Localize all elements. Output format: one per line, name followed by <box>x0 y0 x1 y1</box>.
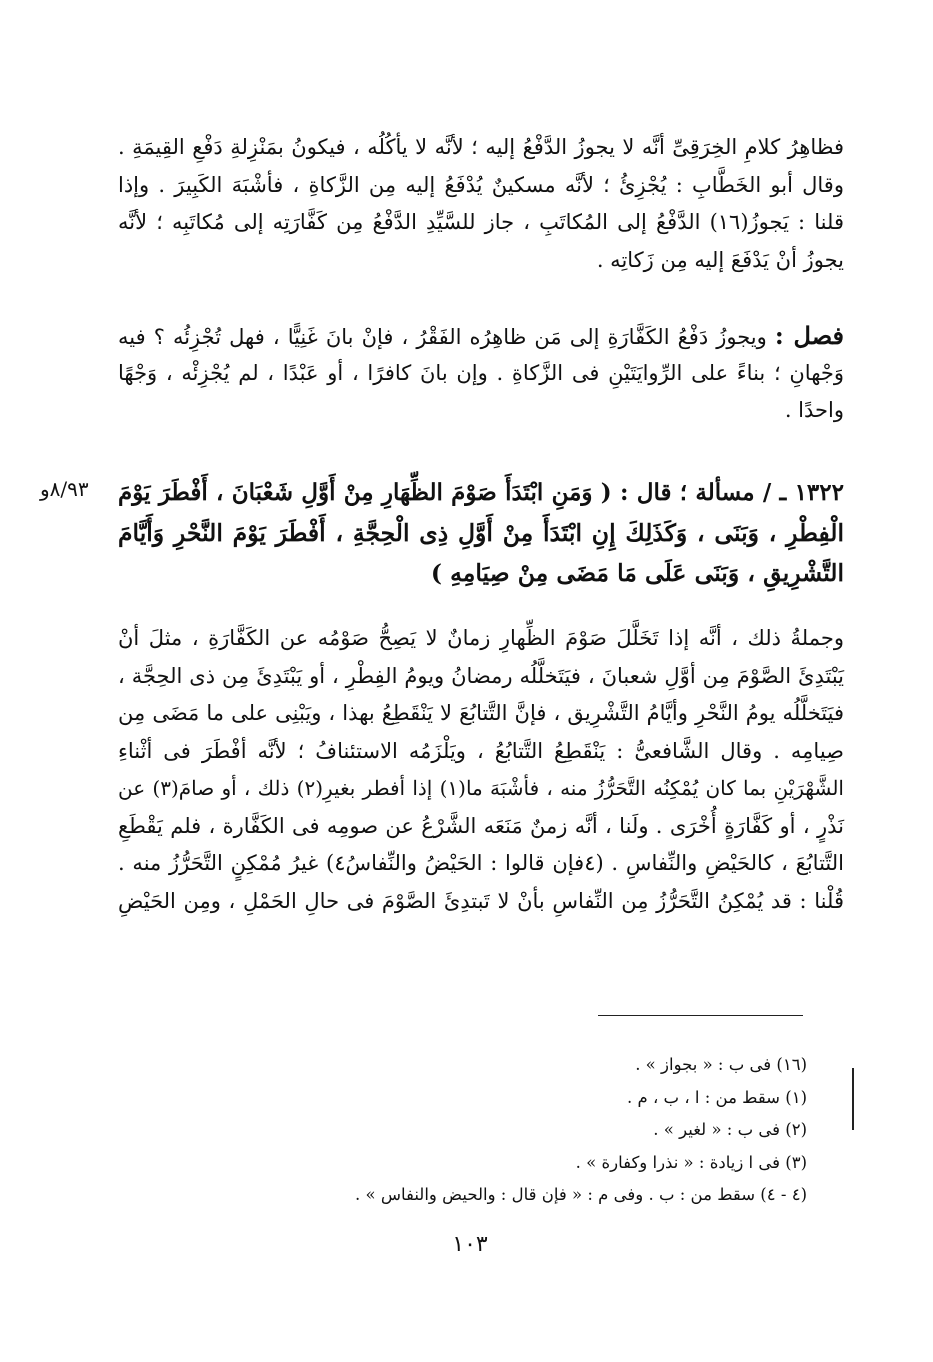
paragraph-khiraqi <box>118 129 844 279</box>
footnote: (٤ - ٤) سقط من : ب . وفى م : « فإن قال : والحيض والنفاس » . <box>354 1185 807 1204</box>
text-line: قلنا : يَجوزُ(١٦) الدَّفْعُ إلى المُكاتَبِ ، جاز للسَّيِّدِ الدَّفْعُ مِن كَفَّارَتِه إلى مُكاتَبِه ؛ لأنَّه <box>118 210 844 234</box>
text-line: التَّتابُعَ ، كالحَيْضِ والنِّفاسِ . (٤فإن قالوا : الحَيْضُ والنِّفاسُ٤) غيرُ مُمْكِنٍ التَّحَرُّزُ منه . <box>118 851 844 875</box>
text-line <box>118 317 844 355</box>
masala-number: ١٣٢٢ <box>794 479 844 506</box>
page-number: ١٠٣ <box>452 1232 488 1257</box>
footnote-separator <box>598 1015 803 1016</box>
marginal-folio-reference: ٨/٩٣و <box>40 477 89 501</box>
text-line: نَذْرٍ ، أو كَفَّارَةٍ أُخْرَى . ولَنا ، أنَّه زمنٌ مَنَعَه الشَّرْعُ عن صومِه فى الكَفَّارة ، فلم يَقْطَعِ <box>118 813 844 838</box>
footnote: (١) سقط من : ا ، ب ، م . <box>627 1087 807 1107</box>
paragraph-commentary <box>118 620 844 920</box>
text-line: الْفِطْرِ ، وَبَنَى ، وَكَذَلِكَ إِنِ ابْتَدَأَ مِنْ أَوَّلِ ذِى الْحِجَّةِ ، أَفْطَرَ يَوْمَ النَّحْرِ وَأَيَّامَ <box>118 519 844 547</box>
text-line: قُلْنا : قد يُمْكِنُ التَّحَرُّزُ مِن النِّفاسِ بأنْ لا تَبتدِئَ الصَّوْمَ فى حالِ الحَمْلِ ، ومِن الحَيْضِ <box>118 888 844 913</box>
masala-section <box>118 473 844 593</box>
text-line: صِيامِه . وقال الشَّافعىُّ : يَنْقَطِعُ التَّتابُعُ ، ويَلْزَمُه الاستئنافُ ؛ لأنَّه أفْطَرَ فى أثْناءِ <box>118 738 844 763</box>
masala-first-line: ـ / مسألة ؛ قال : ( وَمَنِ ابْتَدَأَ صَوْمَ الظِّهَارِ مِنْ أَوَّلِ شَعْبَانَ ، أَفْطَرَ يَوْمَ <box>118 479 787 506</box>
margin-bar <box>852 1068 854 1130</box>
text-line: فظاهِرُ كلامِ الخِرَقِىِّ أنَّه لا يجوزُ الدَّفْعُ إليه ؛ لأنَّه لا يأكُلُه ، فيكونُ بمَنْزِلةِ دَفْعِ القِيمَةِ . <box>118 135 844 159</box>
footnotes <box>300 1049 807 1212</box>
text-line: وَجْهانِ ؛ بناءً على الرِّوايَتَيْنِ فى الزَّكاةِ . وإن بانَ كافرًا ، أو عَبْدًا ، لم يُجْزِئْه ، وَجْهًا <box>118 360 844 385</box>
text-line: وجملةُ ذلك ، أنَّه إذا تَخَلَّلَ صَوْمَ الظِّهارِ زمانٌ لا يَصِحُّ صَوْمُه عن الكَفَّارَةِ ، مثلَ أنْ <box>118 626 844 650</box>
footnote: (٢) فى ب : « لغير » . <box>653 1120 807 1139</box>
fasl-section <box>118 317 844 430</box>
footnote: (١٦) فى ب : « بجواز » . <box>635 1055 807 1074</box>
text-line: الشَّهْرَيْنِ بما كان يُمْكِنُه التَّحَرُّزُ منه ، فأشْبَهَ ما(١) إذا أفطر بغيرِ(٢) ذلك ، أو صامَ(٣) عن <box>118 776 844 800</box>
footnote: (٣) فى ا زيادة : « نذرا وكفارة » . <box>575 1152 807 1172</box>
text-line <box>118 473 844 513</box>
text-line: التَّشْرِيقِ ، وَبَنَى عَلَى مَا مَضَى مِنْ صِيَامِهِ ) <box>430 559 844 587</box>
text-line: فيَتَخلَّلُه يومُ النَّحْرِ وأيَّامُ التَّشْرِيق ، فإنَّ التَّتابُعَ لا يَنْقَطِعُ بهذا ، ويَبْنِى على ما مَضَى مِن <box>118 701 844 725</box>
text-line: يجوزُ أنْ يَدْفَعَ إليه مِن زَكاتِه . <box>596 247 844 272</box>
text-line: واحدًا . <box>784 398 844 422</box>
fasl-first-line: ويجوزُ دَفْعُ الكَفَّارَةِ إلى مَن ظاهِرُه الفَقْرُ ، فإنْ بانَ غَنِيًّا ، فهل تُجْزِئُه ؟ فيه <box>118 325 767 349</box>
text-line: وقال أبو الخَطَّابِ : يُجْزِئُ ؛ لأنَّه مسكينٌ يُدْفَعُ إليه مِن الزَّكاةِ ، فأشْبَهَ الكَبِيرَ . وإذا <box>118 172 844 197</box>
text-line: يَبْتَدِئَ الصَّوْمَ مِن أوَّلِ شعبانَ ، فيَتَخلَّلُه رمضانُ ويومُ الفِطْرِ ، أو يَبْتَدِئَ مِن ذى الحِجَّة ، <box>118 663 844 688</box>
fasl-heading: فصل : <box>774 321 844 350</box>
